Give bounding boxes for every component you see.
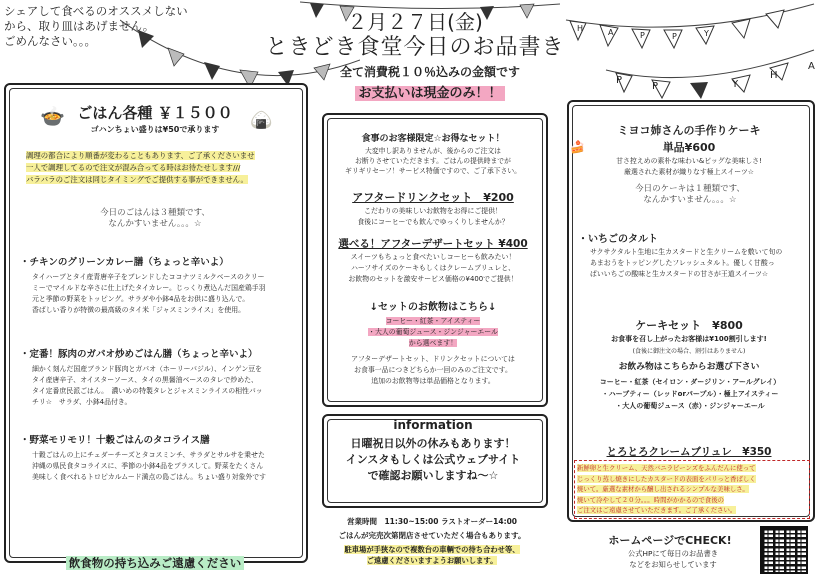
set-drinks-title: ↓セットのお飲物はこちら↓ — [369, 302, 497, 313]
information-title: information — [393, 418, 473, 432]
cake-drinks-list: コーヒー・紅茶（セイロン・ダージリン・アールグレイ） ・ハーブティー（レッドorパープル）・極上アイスティー ・大人の葡萄ジュース（赤）・ジンジャーエール — [599, 378, 781, 410]
top-left-note: シェアして食べるのオススメしない から、取り皿はあげません。 ごめんなさい。。。 — [4, 4, 188, 48]
dessert-set-title: 選べる！アフターデザートセット ¥400 — [338, 238, 528, 250]
cake-set-desc: お食事を召し上がったお客様は¥100割引します! — [611, 335, 767, 343]
homepage-title: ホームページでCHECK! — [608, 534, 732, 547]
cake-icon: 🍰 — [570, 140, 585, 154]
dessert-set-desc: スイーツもちょっと食べたいしコーヒーも飲みたい！ ハーフサイズのケーキもしくはクレームブリュレと、 お飲物のセットを激安サービス価格の¥400でご提供！ — [348, 253, 518, 283]
menu-item-green-curry: ・チキンのグリーンカレー膳（ちょっと辛いよ） タイハーブとタイ産青唐辛子をブレンドしたココナツミルクベースのクリー ミーでマイルドな辛さに仕上げたタイカレー。じっくり煮込んだ国産鶏手羽 元と季節の野菜をトッピング。サラダや小鉢4品をお供に盛り込んで。 香ばしい香りが特徴の最高級のタイ米「ジャスミンライス」を使用。 — [20, 257, 266, 314]
cash-note-wrap — [330, 82, 530, 101]
tax-note: 全て消費税１０％込みの金額です — [339, 65, 520, 79]
no-outside-food: 飲食物の持ち込みご遠慮ください — [66, 556, 245, 570]
parking-note: 駐車場が手狭なので複数台の車輌での待ち合わせ等、 ご遠慮くださいますようお願いします。 — [344, 545, 520, 565]
rice-notice: 調理の都合により順番が変わることもあります、ご了承くださいませ 一人で調理してるので注文が混み合ってる時はお待たせします/// バラバラのご注文は同じタイミングでご提供する事ができません。 — [26, 151, 255, 184]
drink-set-desc: こだわりの美味しいお飲物をお得にご提供！ 食後にコーヒーでも飲んでゆっくりしませんか？ — [357, 207, 509, 226]
cake-today-count: 今日のケーキは１種類です、 なんかすいません。。。☆ — [635, 184, 745, 205]
rice-title: ごはん各種 ￥１５００ — [77, 104, 233, 122]
cake-title: ミヨコ姉さんの手作りケーキ — [617, 124, 761, 137]
set-drinks-note: アフターデザートセット、ドリンクセットについては お食事一品につきどちらか一回のみのご注文です。 追加のお飲物等は単品価格となります。 — [351, 355, 515, 385]
header-date: ２月２７日(金) — [347, 10, 483, 34]
set-desc: 大変申し訳ありませんが、後からのご注文は お断りさせていただきます。ごはんの提供時までが ギリギリセーフ！サービス特価ですので、ご了承下さい。 — [345, 147, 521, 175]
page-title: ときどき食堂今日のお品書き — [265, 35, 565, 60]
menu-item-gapao: ・定番！豚肉のガパオ炒めごはん膳（ちょっと辛いよ） 細かく刻んだ国産ブランド豚肉とガパオ（ホーリーバジル）、インゲン豆を タイ産唐辛子、オイスターソース、タイの黒醤油ベースのタレで炒めた、 タイ定番庶民派ごはん。 濃いめの特製タレとジャスミンライスの相性バッ チリ☆ サラダ、小鉢4品付き。 — [20, 349, 263, 406]
cash-note: お支払いは現金のみ！！ — [355, 86, 504, 101]
cake-desc: 甘さ控えめの素朴な味わい&ビッグな美味しさ! 厳選された素材が織りなす極上スイーツ☆ — [616, 157, 762, 176]
drink-set-title: アフタードリンクセット ¥200 — [352, 191, 514, 204]
rice-today-count: 今日のごはんは３種類です、 なんかすいません。。。☆ — [100, 208, 210, 229]
homepage-desc: 公式HPにて毎日のお品書き などをお知らせしています — [627, 549, 719, 569]
menu-item-taco-rice: ・野菜モリモリ！十穀ごはんのタコライス膳 十穀ごはんの上にチェダーチーズとタコスミンチ、サラダとサルサを乗せた 沖縄の県民食タコライスに、季節の小鉢4品をプラスして。野菜をたくさん 美味しく食べれるトロピカルムード満点の島ごはん。ちょい盛り対象外です — [20, 435, 267, 481]
rice-sub: ゴハンちょい盛りは¥50で承ります — [90, 125, 220, 134]
set-drinks-list-wrap: コーヒー・紅茶・アイスティー ・大人の葡萄ジュース・ジンジャーエール から選べます！ — [368, 317, 498, 347]
cake-drinks-title: お飲み物はこちらからお選び下さい — [618, 362, 760, 372]
set-title: 食事のお客様限定☆お得なセット！ — [361, 134, 505, 144]
tart-desc: サクサクタルト生地に生カスタードと生クリームを敷いて旬の あまおうをトッピングしたフレッシュタルト。優しく甘酸っ ぱいいちごの酸味と生カスタードの甘さが王道スイーツ☆ — [590, 248, 783, 278]
brulee-title: とろとろクレームブリュレ ¥350 — [606, 446, 772, 458]
tart-name: ・いちごのタルト — [578, 234, 658, 245]
cake-set-small: (食後に御注文の場合、割引はありません) — [632, 348, 746, 355]
qr-code-icon[interactable] — [760, 526, 808, 574]
business-hours: 営業時間 11:30~15:00 ラストオーダー14:00 — [346, 517, 518, 526]
information-lines: 日曜祝日以外の休みもあります！ インスタもしくは公式ウェブサイト で確認お願いしますね〜☆ — [345, 437, 521, 482]
onigiri-icon: 🍙 — [250, 110, 273, 131]
no-outside-food-wrap — [40, 552, 270, 571]
cake-set-title: ケーキセット ¥800 — [635, 319, 743, 332]
business-hours-note: ごはんが完売次第閉店させていただく場合もあります。 — [338, 531, 526, 540]
bunting-right — [556, 0, 816, 110]
brulee-desc-box: 新鮮卵と生クリーム、天然バニラビーンズをふんだんに使って じっくり蒸し焼きにしたカスタードの表面をパリっと香ばしく 焼いて。厳選な素材から醸し出されるシンプルな美味しさ。 焼いて冷やして２０分。。。時間がかかるので食後の ご注文はご遠慮させていただきます。ご了承ください。 — [574, 460, 810, 519]
cake-price: 単品¥600 — [662, 141, 716, 154]
bowl-icon: 🍲 — [40, 104, 65, 128]
